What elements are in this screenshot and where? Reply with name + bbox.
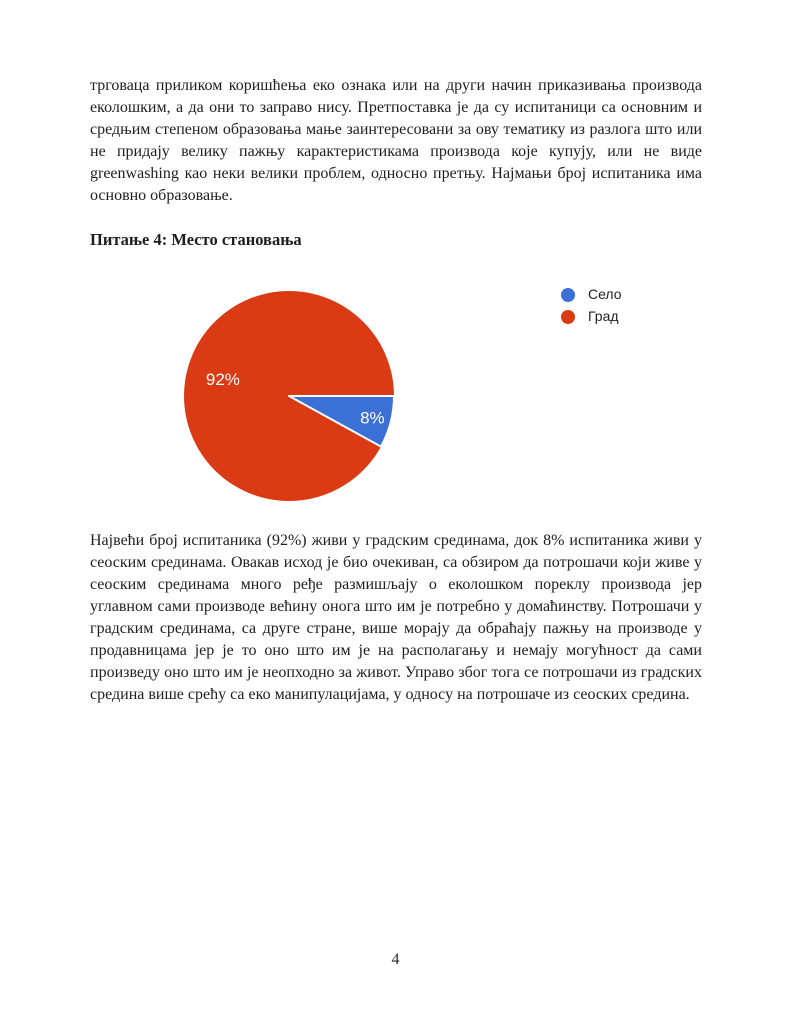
pie-slice-label: 8%: [360, 408, 385, 428]
page-number: 4: [391, 951, 400, 968]
paragraph-bottom: Највећи број испитаника (92%) живи у градским срединама, док 8% испитаника живи у сеоским срединама. Овакав исход је био очекиван, са обзиром да потрошачи који живе у сеоским срединама много ређе размишљају о еколошком пореклу производа јер углавном сами производе већину онога што им је потребно у домаћинству. Потрошачи у градским срединама, са друге стране, више морају да обраћају пажњу на производе у продавницама јер је то оно што им је на располагању и немају могућност да сами произведу оно што им је неопходно за живот. Управо због тога се потрошачи из градских средина више срећу са еко манипулацијама, у односу на потрошаче из сеоских средина.: [90, 532, 702, 703]
legend-label: Село: [588, 286, 622, 302]
legend-color-dot-icon: [561, 310, 575, 324]
pie-chart-svg: [179, 286, 399, 506]
pie-chart: [90, 270, 702, 525]
legend-color-dot-icon: [561, 288, 575, 302]
legend-item-grad: [561, 309, 622, 324]
pie-slice-label: 92%: [205, 370, 240, 390]
paragraph-top: трговаца приликом коришћења еко ознака или на други начин приказивања производа еколошким, а да они то заправо нису. Претпоставка је да су испитаници са основним и средњим степеном образовања мање заинтересовани за ову тематику из разлога што или не придају велику пажњу карактеристикама производа које купују, или не виде greenwashing као неки велики проблем, односно претњу. Најмањи број испитаника има основно образовање.: [90, 77, 702, 204]
legend-label: Град: [588, 308, 619, 324]
chart-legend: [561, 287, 622, 324]
legend-item-selo: [561, 287, 622, 302]
section-heading: Питање 4: Место становања: [90, 230, 302, 249]
